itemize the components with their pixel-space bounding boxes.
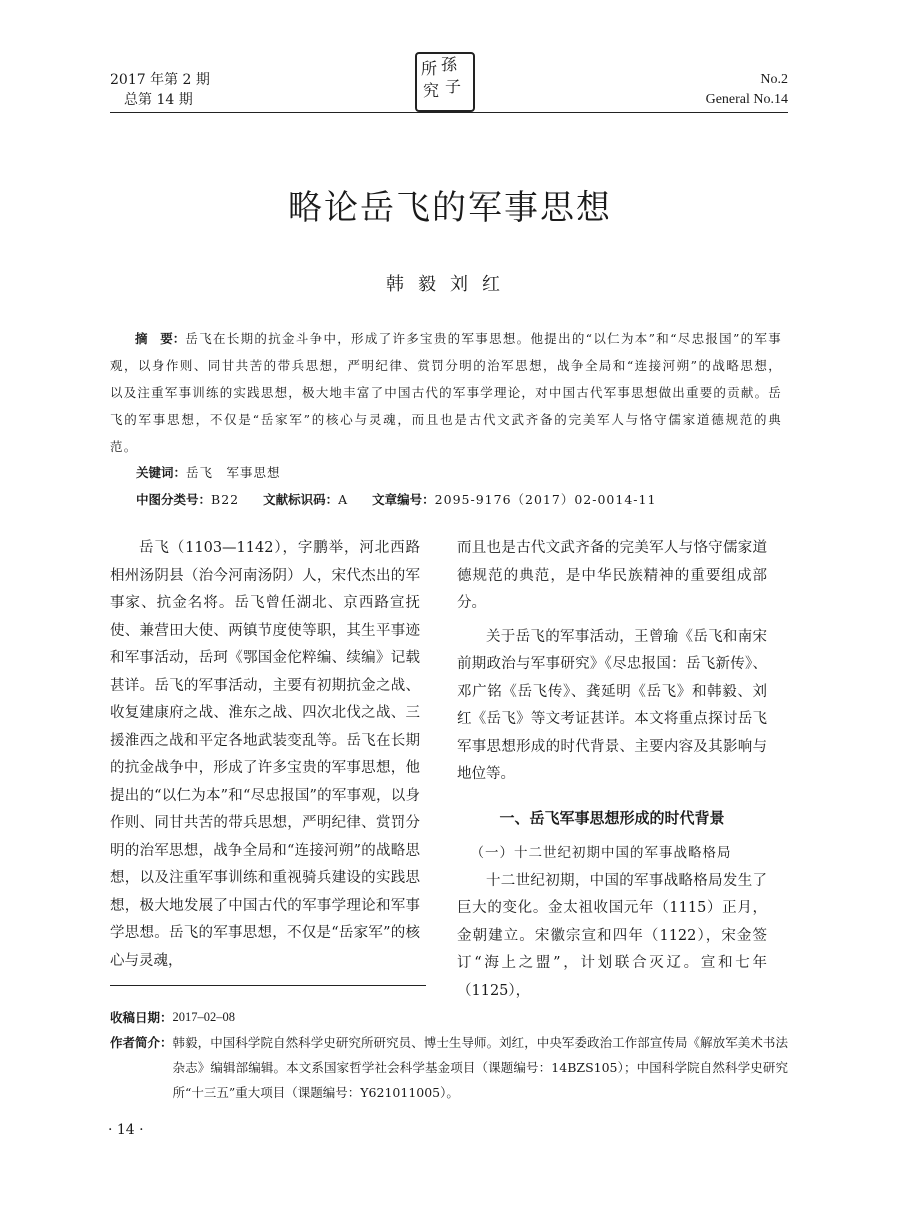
body-column-left [110, 535, 420, 975]
keywords [136, 461, 281, 485]
page-number: · 14 · [108, 1122, 144, 1138]
author-bio: 韩毅，中国科学院自然科学史研究所研究员、博士生导师。刘红，中央军委政治工作部宣传局《解放军美术书法杂志》编辑部编辑。本文系国家哲学社会科学基金项目（课题编号：14BZS105）；中国科学院自然科学史研究所“十三五”重大项目（课题编号：Y621011005）。 [172, 1035, 788, 1100]
section-heading: 一、岳飞军事思想形成的时代背景 [499, 808, 725, 827]
footnote-rule [110, 985, 426, 986]
header-rule [110, 112, 788, 113]
body-column-right [457, 535, 767, 1005]
article-title: 略论岳飞的军事思想 [288, 188, 612, 228]
classification [136, 488, 656, 512]
body-paragraph: 岳飞（1103—1142），字鹏举，河北西路相州汤阴县（治今河南汤阴）人，宋代杰出的军事家、抗金名将。岳飞曾任湖北、京西路宣抚使、兼营田大使、两镇节度使等职，其生平事迹和军事活动，岳珂《鄂国金佗粹编、续编》记载甚详。岳飞的军事活动，主要有初期抗金之战、收复建康府之战、淮东之战、四次北伐之战、三援淮西之战和平定各地武装变乱等。岳飞在长期的抗金战争中，形成了许多宝贵的军事思想，他提出的“以仁为本”和“尽忠报国”的军事观，以身作则、同甘共苦的带兵思想，严明纪律、赏罚分明的治军思想，战争全局和“连接河朔”的战略思想，以及注重军事训练和重视骑兵建设的实践思想，极大地发展了中国古代的军事学理论和军事学思想。岳飞的军事思想，不仅是“岳家军”的核心与灵魂， [110, 540, 420, 969]
number-line: No.2 [760, 72, 788, 87]
journal-logo [415, 52, 475, 112]
abstract [110, 325, 782, 460]
doc-code-value: A [338, 492, 349, 507]
logo-char: 子 [445, 77, 462, 96]
abstract-label: 摘 要： [135, 331, 186, 346]
journal-number [706, 70, 788, 110]
journal-issue [110, 70, 210, 110]
received-label: 收稿日期： [110, 1010, 173, 1025]
footnote-received [110, 1005, 788, 1030]
logo-char: 所 [421, 59, 438, 78]
subsection-heading: （一）十二世纪初期中国的军事战略格局 [470, 845, 732, 861]
issue-line: 2017 年第 2 期 [110, 72, 210, 88]
keywords-label: 关键词： [136, 465, 187, 480]
author-label: 作者简介： [110, 1035, 173, 1050]
article-no-label: 文章编号： [372, 492, 435, 507]
footnote-author [110, 1030, 788, 1105]
footnotes [110, 1005, 788, 1105]
general-number-line: General No.14 [705, 92, 788, 107]
logo-char: 究 [423, 81, 440, 100]
abstract-text: 岳飞在长期的抗金斗争中，形成了许多宝贵的军事思想。他提出的“以仁为本”和“尽忠报国”的军事观，以身作则、同甘共苦的带兵思想，严明纪律、赏罚分明的治军思想，战争全局和“连接河朔”的战略思想，以及注重军事训练的实践思想，极大地丰富了中国古代的军事学理论，对中国古代军事思想做出重要的贡献。岳飞的军事思想，不仅是“岳家军”的核心与灵魂，而且也是古代文武齐备的完美军人与恪守儒家道德规范的典范。 [110, 331, 782, 454]
body-paragraph: 十二世纪初期，中国的军事战略格局发生了巨大的变化。金太祖收国元年（1115）正月，金朝建立。宋徽宗宣和四年（1122），宋金签订“海上之盟”，计划联合灭辽。宣和七年（1125）， [457, 872, 767, 999]
received-date: 2017–02–08 [172, 1010, 236, 1024]
body-paragraph: 而且也是古代文武齐备的完美军人与恪守儒家道德规范的典范，是中华民族精神的重要组成部分。 [457, 540, 767, 611]
body-paragraph: 关于岳飞的军事活动，王曾瑜《岳飞和南宋前期政治与军事研究》《尽忠报国：岳飞新传》、邓广铭《岳飞传》、龚延明《岳飞》和韩毅、刘红《岳飞》等文考证甚详。本文将重点探讨岳飞军事思想形成的时代背景、主要内容及其影响与地位等。 [457, 628, 767, 782]
total-issue-line: 总第 14 期 [124, 92, 193, 108]
doc-code-label: 文献标识码： [263, 492, 339, 507]
article-no-value: 2095-9176（2017）02-0014-11 [434, 492, 657, 507]
clc-value: B22 [211, 492, 240, 507]
logo-char: 孫 [441, 55, 458, 74]
clc-label: 中图分类号： [136, 492, 212, 507]
article-authors: 韩毅刘红 [386, 274, 514, 295]
keywords-text: 岳飞 军事思想 [186, 465, 281, 480]
